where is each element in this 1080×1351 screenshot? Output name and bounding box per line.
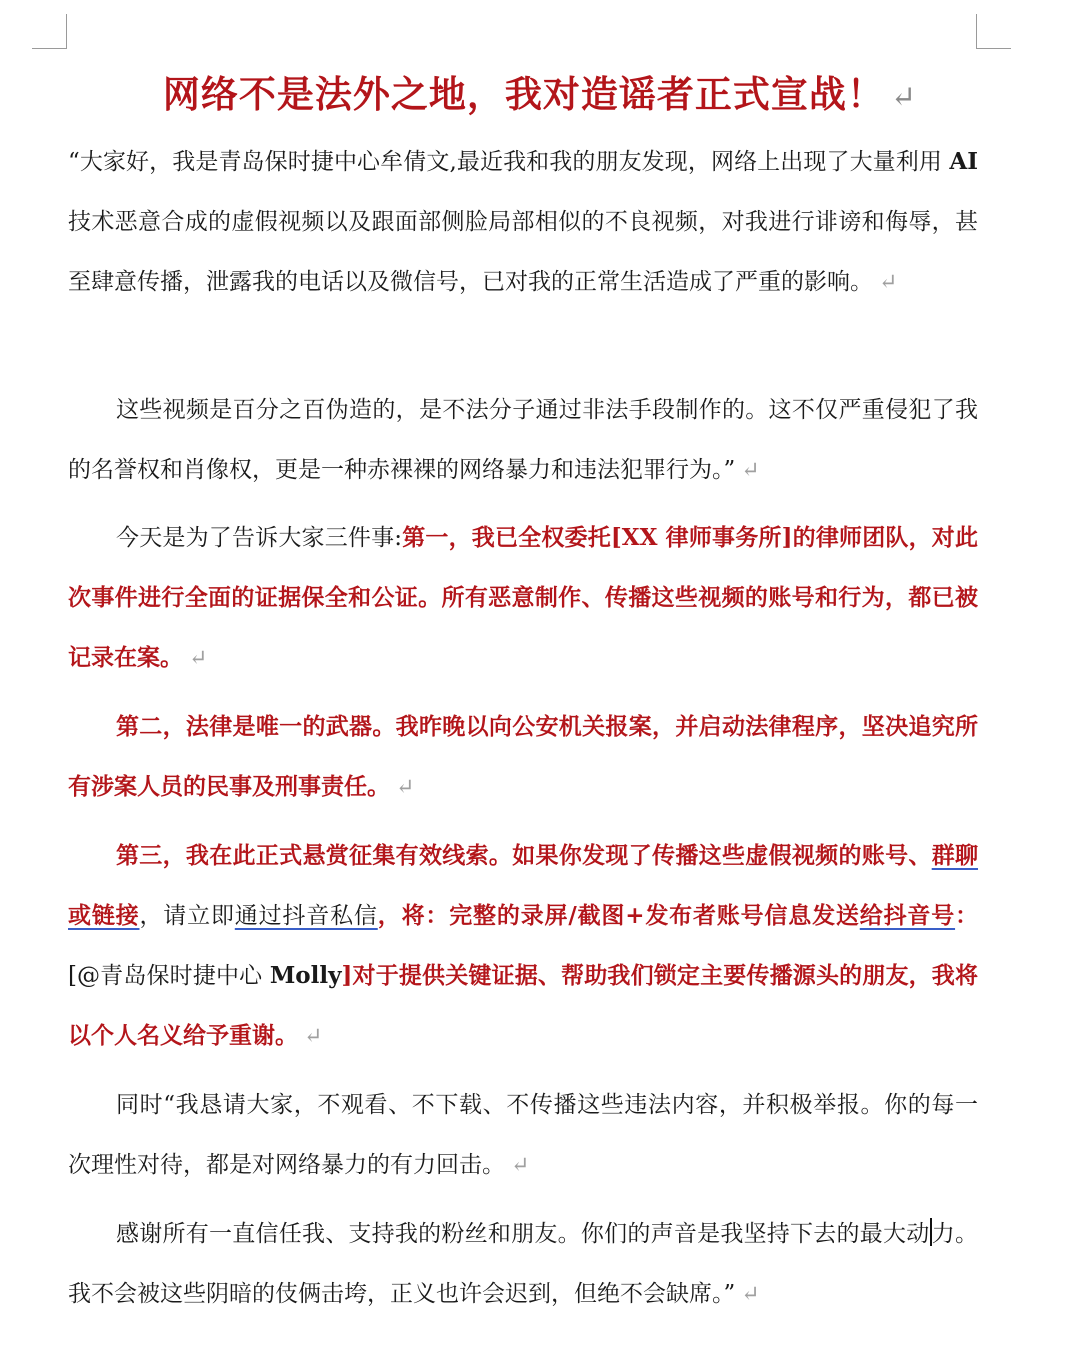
document-title bbox=[0, 68, 1080, 124]
p1-ai-text: AI bbox=[949, 148, 978, 175]
p5-underlined-douyin-id: 给抖音号 bbox=[859, 902, 956, 929]
p1-text-2: 技术恶意合成的虚假视频以及跟面部侧脸局部相似的不良视频，对我进行诽谤和侮辱，甚至肆意传播，泄露我的电话以及微信号，已对我的正常生活造成了严重的影响。 bbox=[68, 209, 978, 295]
p1-text-1: “大家好，我是青岛保时捷中心牟倩文,最近我和我的朋友发现，网络上出现了大量利用 bbox=[68, 149, 950, 175]
paragraph-mark-icon: ↵ bbox=[189, 646, 208, 671]
paragraph-6[interactable] bbox=[68, 1075, 978, 1196]
paragraph-mark-icon: ↵ bbox=[511, 1153, 530, 1178]
paragraph-mark-icon: ↵ bbox=[879, 270, 898, 295]
title-text: 网络不是法外之地，我对造谣者正式宣战！ bbox=[162, 72, 885, 116]
page-corner-mark-top-left bbox=[32, 14, 67, 49]
p5-underlined-group-chat: 群聊或链接 bbox=[68, 842, 979, 929]
paragraph-mark-icon: ↵ bbox=[741, 458, 760, 483]
paragraph-3[interactable] bbox=[68, 508, 978, 689]
paragraph-1[interactable] bbox=[68, 132, 978, 313]
p6-text: 同时“我恳请大家，不观看、不下载、不传播这些违法内容，并积极举报。你的每一次理性对待，都是对网络暴力的有力回击。 bbox=[68, 1092, 978, 1178]
paragraph-5[interactable] bbox=[68, 826, 978, 1067]
paragraph-mark-icon: ↵ bbox=[304, 1024, 323, 1049]
p5-red-text-e: ，将：完整的录屏/截图+发布者账号信息发送 bbox=[377, 902, 860, 929]
p5-red-text-g: ： bbox=[955, 902, 979, 929]
paragraph-mark-icon: ↵ bbox=[890, 80, 918, 115]
page-corner-mark-top-right bbox=[976, 14, 1011, 49]
p5-red-text-j: ]对于提供关键证据、帮助我们锁定主要传播源头的朋友，我将以个人名义给予重谢。 bbox=[68, 962, 978, 1049]
p4-red-text: 第二，法律是唯一的武器。我昨晚以向公安机关报案，并启动法律程序，坚决追究所有涉案人员的民事及刑事责任。 bbox=[68, 713, 978, 800]
p5-handle-text: [@青岛保时捷中心 bbox=[68, 963, 270, 989]
p3-normal-text: 今天是为了告诉大家三件事: bbox=[116, 525, 403, 551]
p5-molly-text: Molly bbox=[269, 962, 342, 989]
p5-red-text-a: 第三，我在此正式悬赏征集有效线索。如果你发现了传播这些虚假视频的账号、 bbox=[116, 842, 932, 869]
paragraph-4[interactable] bbox=[68, 697, 978, 818]
paragraph-mark-icon: ↵ bbox=[741, 1282, 760, 1307]
p3-red-text: 第一，我已全权委托[XX 律师事务所]的律师团队，对此次事件进行全面的证据保全和公证。所有恶意制作、传播这些视频的账号和行为，都已被记录在案。 bbox=[68, 524, 978, 671]
p2-text: 这些视频是百分之百伪造的，是不法分子通过非法手段制作的。这不仅严重侵犯了我的名誉权和肖像权，更是一种赤裸裸的网络暴力和违法犯罪行为。” bbox=[68, 397, 978, 483]
p7-text-b: 力。我不会被这些阴暗的伎俩击垮，正义也许会迟到，但绝不会缺席。” bbox=[68, 1221, 979, 1307]
paragraph-2[interactable] bbox=[68, 380, 978, 501]
p7-text-a: 感谢所有一直信任我、支持我的粉丝和朋友。你们的声音是我坚持下去的最大动 bbox=[116, 1221, 930, 1247]
paragraph-mark-icon: ↵ bbox=[396, 775, 415, 800]
p5-underlined-douyin-dm: 通过抖音私信 bbox=[234, 903, 378, 929]
paragraph-7[interactable] bbox=[68, 1204, 978, 1325]
p5-text-c: ，请立即 bbox=[139, 903, 235, 929]
